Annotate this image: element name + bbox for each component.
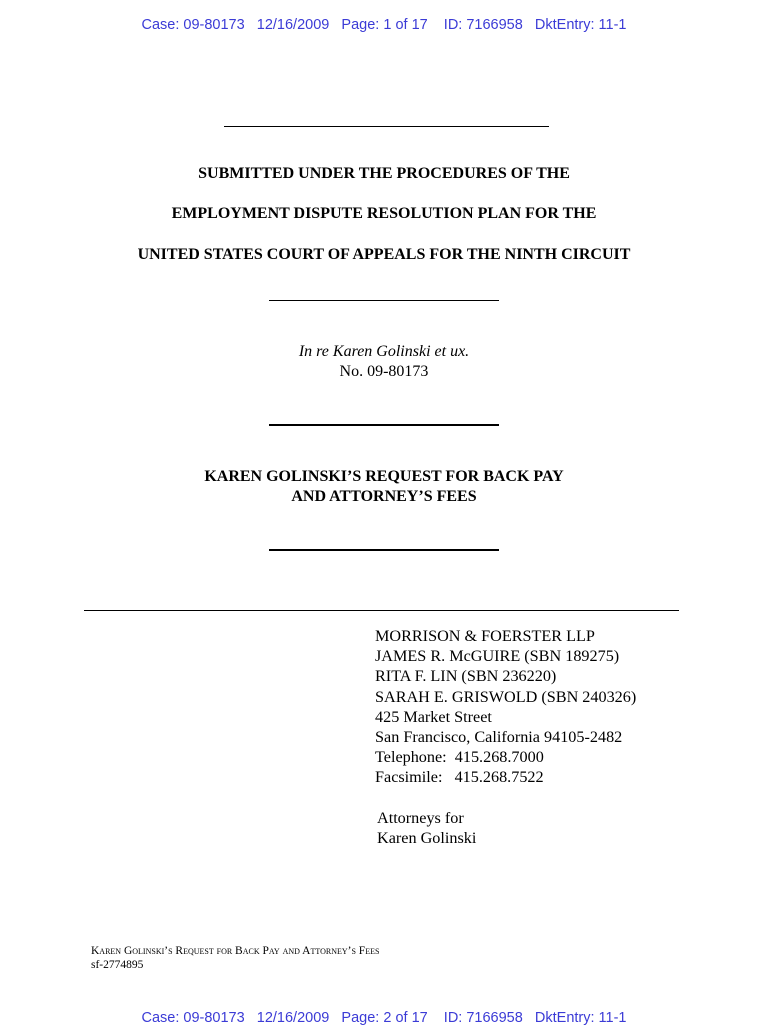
footer-document-id: sf-2774895 [91,959,144,971]
telephone: Telephone: 415.268.7000 [375,748,544,767]
page-2-header-stamp: Case: 09-80173 12/16/2009 Page: 2 of 17 ID: 7166958 DktEntry: 11-1 [141,1010,627,1026]
attorney-name: RITA F. LIN (SBN 236220) [375,667,557,686]
caption-line-1: SUBMITTED UNDER THE PROCEDURES OF THE [198,165,570,182]
footer-document-title: Karen Golinski’s Request for Back Pay and Attorney’s Fees [91,945,380,957]
top-rule [224,126,549,127]
caption-rule [269,300,499,301]
page-header-stamp: Case: 09-80173 12/16/2009 Page: 1 of 17 ID: 7166958 DktEntry: 11-1 [141,17,627,33]
document-title-line-2: AND ATTORNEY’S FEES [291,488,477,505]
caption-line-3: UNITED STATES COURT OF APPEALS FOR THE NINTH CIRCUIT [137,246,631,263]
case-name: In re Karen Golinski et ux. [298,343,470,360]
counsel-block [375,626,636,848]
title-top-rule [269,424,499,426]
caption-line-2: EMPLOYMENT DISPUTE RESOLUTION PLAN FOR THE [171,205,597,222]
case-number: No. 09-80173 [339,363,429,380]
attorney-name: SARAH E. GRISWOLD (SBN 240326) [375,687,637,706]
client-name: Karen Golinski [377,828,477,847]
document-title-line-1: KAREN GOLINSKI’S REQUEST FOR BACK PAY [204,468,564,485]
city-address: San Francisco, California 94105-2482 [375,728,623,747]
attorneys-for-label: Attorneys for [377,808,464,827]
attorney-name: JAMES R. McGUIRE (SBN 189275) [375,647,620,666]
facsimile: Facsimile: 415.268.7522 [375,768,544,787]
title-bottom-rule [269,549,499,551]
law-firm-name: MORRISON & FOERSTER LLP [375,627,595,645]
street-address: 425 Market Street [375,707,492,726]
counsel-divider-rule [84,610,679,611]
